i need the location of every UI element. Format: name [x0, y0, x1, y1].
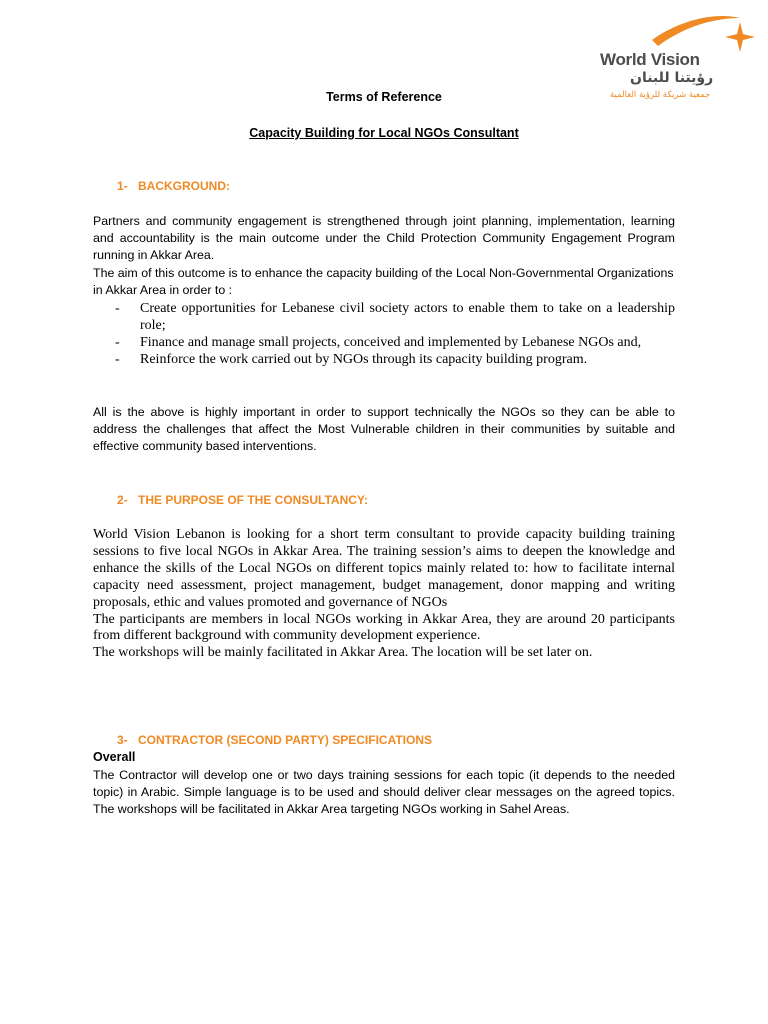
section-heading-background [117, 179, 230, 193]
list-item: - Finance and manage small projects, conceived and implemented by Lebanese NGOs and, [115, 335, 642, 350]
purpose-paragraphs [93, 527, 675, 662]
document-subtitle: Capacity Building for Local NGOs Consultant [249, 126, 519, 140]
purpose-p1: World Vision Lebanon is looking for a short term consultant to provide capacity building training sessions to five local NGOs in Akkar Area. The training session’s aims to deepen the knowledge and enhance the skills of the Local NGOs on different topics mainly related to: how to facilitate internal capacity need assessment, project management, budget management, donor mapping and writing proposals, ethic and values promoted and governance of NGOs [93, 527, 675, 610]
background-closing-paragraph: All is the above is highly important in order to support technically the NGOs so they can be able to address the challenges that affect the Most Vulnerable children in their communities by suitable and effective community based interventions. [93, 405, 675, 454]
purpose-p3: The workshops will be mainly facilitated in Akkar Area. The location will be set later on. [93, 645, 593, 661]
document-title: Terms of Reference [326, 90, 442, 104]
section-number: 2- [117, 493, 128, 507]
purpose-p2: The participants are members in local NGOs working in Akkar Area, they are around 20 participants from different background with community development experience. [93, 611, 675, 644]
contractor-paragraph: The Contractor will develop one or two days training sessions for each topic (it depends to the needed topic) in Arabic. Simple language is to be used and should deliver clear messages on the agreed topics. The workshops will be facilitated in Akkar Area targeting NGOs working in Sahel Areas. [93, 768, 675, 817]
logo-name-english: World Vision [600, 50, 700, 69]
background-aim: The aim of this outcome is to enhance the capacity building of the Local Non-Governmental Organizations in Akkar Area in order to : [93, 265, 674, 297]
section-number: 1- [117, 179, 128, 193]
background-bullet-list [93, 300, 675, 368]
logo-tagline-arabic: جمعية شريكة للرؤية العالمية [610, 90, 711, 100]
section-title: BACKGROUND: [138, 179, 230, 193]
section-heading-purpose [117, 493, 368, 507]
section-heading-contractor [117, 733, 432, 747]
list-item: - Reinforce the work carried out by NGOs through its capacity building program. [115, 352, 588, 367]
logo-name-arabic: رؤيتنا للبنان [630, 70, 714, 86]
background-intro-paragraph [93, 213, 675, 299]
list-item: - Create opportunities for Lebanese civil society actors to enable them to take on a leadership role; [115, 301, 675, 333]
background-intro: Partners and community engagement is strengthened through joint planning, implementation, learning and accountability is the main outcome under the Child Protection Community Engagement Program running in Akkar Area. [93, 214, 675, 263]
section-number: 3- [117, 733, 128, 747]
section-title: CONTRACTOR (SECOND PARTY) SPECIFICATIONS [138, 733, 433, 747]
section-title: THE PURPOSE OF THE CONSULTANCY: [138, 493, 369, 507]
contractor-subheading: Overall [93, 750, 136, 764]
